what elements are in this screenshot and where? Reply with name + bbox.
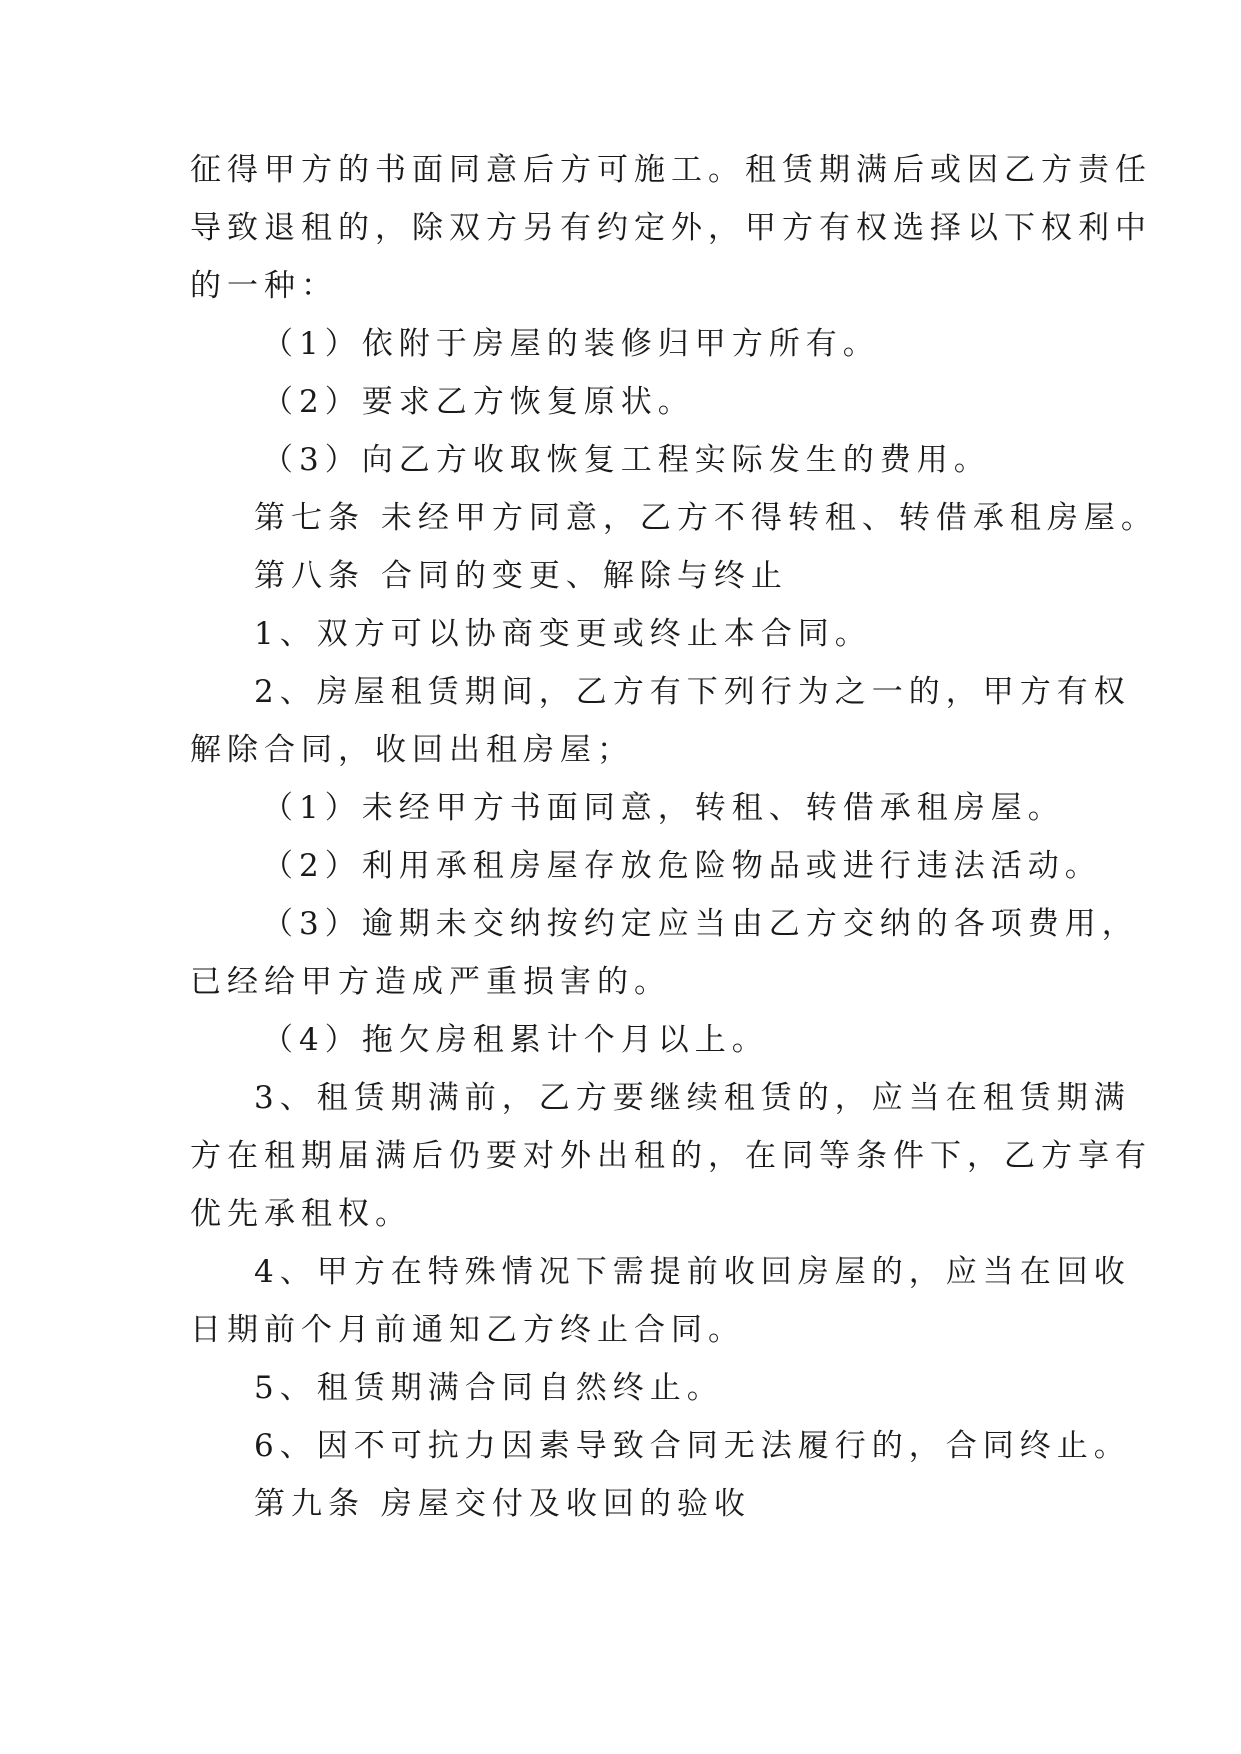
clause-line: 3、租赁期满前，乙方要继续租赁的，应当在租赁期满 [254,1080,1131,1116]
clause-line: 5、租赁期满合同自然终止。 [254,1370,724,1406]
article-heading: 第七条 未经甲方同意，乙方不得转租、转借承租房屋。 [254,500,1158,536]
paragraph-line: 已经给甲方造成严重损害的。 [190,964,671,1000]
list-item: （2）利用承租房屋存放危险物品或进行违法活动。 [262,848,1102,884]
list-item: （4）拖欠房租累计个月以上。 [262,1022,769,1058]
list-item: （3）逾期未交纳按约定应当由乙方交纳的各项费用， [262,906,1139,942]
list-item: （3）向乙方收取恢复工程实际发生的费用。 [262,442,991,478]
clause-line: 4、甲方在特殊情况下需提前收回房屋的，应当在回收 [254,1254,1131,1290]
clause-line: 6、因不可抗力因素导致合同无法履行的，合同终止。 [254,1428,1131,1464]
article-heading: 第九条 房屋交付及收回的验收 [254,1486,751,1522]
list-item: （1）未经甲方书面同意，转租、转借承租房屋。 [262,790,1065,826]
list-item: （1）依附于房屋的装修归甲方所有。 [262,326,880,362]
list-item: （2）要求乙方恢复原状。 [262,384,695,420]
paragraph-line: 征得甲方的书面同意后方可施工。租赁期满后或因乙方责任 [190,152,1152,188]
paragraph-line: 优先承租权。 [190,1196,412,1232]
paragraph-line: 方在租期届满后仍要对外出租的，在同等条件下，乙方享有 [190,1138,1152,1174]
clause-line: 1、双方可以协商变更或终止本合同。 [254,616,872,652]
paragraph-line: 的一种： [190,268,338,304]
paragraph-line: 导致退租的，除双方另有约定外，甲方有权选择以下权利中 [190,210,1152,246]
clause-line: 2、房屋租赁期间，乙方有下列行为之一的，甲方有权 [254,674,1131,710]
paragraph-line: 日期前个月前通知乙方终止合同。 [190,1312,745,1348]
article-heading: 第八条 合同的变更、解除与终止 [254,558,788,594]
paragraph-line: 解除合同，收回出租房屋； [190,732,634,768]
